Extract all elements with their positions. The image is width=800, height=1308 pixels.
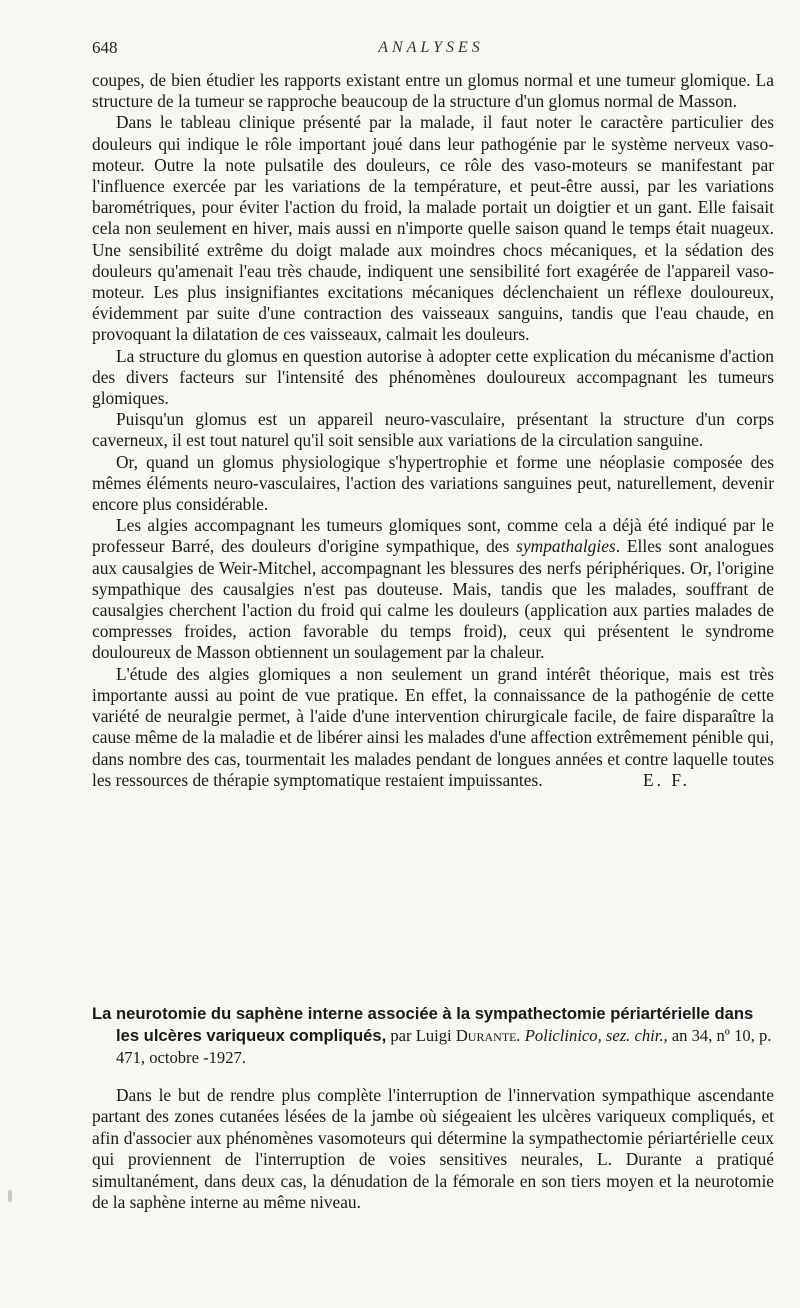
paragraph-6 — [92, 515, 774, 663]
article-heading — [92, 1003, 774, 1069]
paragraph-7-text: L'étude des algies glomiques a non seulement un grand intérêt théorique, mais est très importante aussi au point de vue pratique. En effet, la connaissance de la pathogénie de cette variété de neuralgie permet, à l'aide d'une intervention chirurgicale facile, de faire disparaître la cause même de la maladie et de libérer ainsi les malades d'une affection extrêmement pénible qui, dans nombre des cas, tourmentait les malades pendant de longues années et contre laquelle toutes les ressources de thérapie symptomatique restaient impuissantes. — [92, 663, 774, 790]
paragraph-6-italic-term: sympathalgies — [516, 536, 616, 557]
paragraph-6-text-a: Les algies accompagnant les tumeurs glomiques sont, comme cela a déjà été indiqué par le professeur Barré, des douleurs d'origine sympathique, des — [92, 515, 774, 557]
running-head — [92, 38, 770, 62]
second-article — [92, 1003, 774, 1213]
paragraph-5: Or, quand un glomus physiologique s'hypertrophie et forme une néoplasie composée des mêmes éléments neuro-vasculaires, l'action des variations sanguines peut, naturellement, devenir encore plus considérable. — [92, 451, 774, 515]
reviewer-signature: E. F. — [643, 769, 690, 790]
paragraph-3: La structure du glomus en question autorise à adopter cette explication du mécanisme d'action des divers facteurs sur l'intensité des phénomènes douloureux accompagnant les tumeurs glomiques. — [92, 345, 774, 409]
paragraph-6-text-b: . Elles sont analogues aux causalgies de Weir-Mitchel, accompagnant les blessures des nerfs périphériques. Or, l'origine sympathique des causalgies n'est pas douteuse. Mais, tandis que les malades, souffrant de causalgies cherchent l'action du froid qui calme les douleurs (application aux parties malades de compresses froides, action favorable du temps froid), ceux qui présentent le syndrome douloureux de Masson obtiennent un soulagement par la chaleur. — [92, 536, 774, 663]
paragraph-4: Puisqu'un glomus est un appareil neuro-vasculaire, présentant la structure d'un corps caverneux, il est tout naturel qu'il soit sensible aux variations de la circulation sanguine. — [92, 409, 774, 451]
paragraph-1: coupes, de bien étudier les rapports existant entre un glomus normal et une tumeur glomique. La structure de la tumeur se rapproche beaucoup de la structure d'un glomus normal de Masson. — [92, 70, 774, 112]
journal-name: . Policlinico, sez. chir., — [516, 1026, 668, 1045]
scan-mark — [8, 1190, 12, 1202]
article-title: La neurotomie du saphène interne associée à la sympathectomie périartérielle dans les ulcères variqueux compliqués, — [92, 1004, 754, 1045]
paragraph-2: Dans le tableau clinique présenté par la malade, il faut noter le caractère particulier des douleurs qui indique le rôle important joué dans leur pathogénie par le système nerveux vaso-moteur. Outre la note pulsatile des douleurs, ce rôle des vaso-moteurs se manifestant par l'influence exercée par les variations de la température, et peut-être aussi, par les variations barométriques, pour éviter l'action du froid, la malade portait un doigtier et un gant. Elle faisait cela non seulement en hiver, mais aussi en n'importe quelle saison quand le temps était nuageux. Une sensibilité extrême du doigt malade aux moindres chocs mécaniques, et la sédation des douleurs qu'amenait l'eau très chaude, indiquent une sensibilité fort exagérée de l'appareil vaso-moteur. Les plus insignifiantes excitations mécaniques déclenchaient un réflexe douloureux, évidemment par suite d'une contraction des vaisseaux sanguins, tandis que l'eau chaude, en provoquant la dilatation de ces vaisseaux, calmait les douleurs. — [92, 112, 774, 345]
running-title: ANALYSES — [378, 39, 484, 56]
citation-details: an 34, nº 10, p. 471, octobre -1927. — [116, 1026, 772, 1067]
author-prefix: par Luigi — [386, 1026, 456, 1045]
author-name: Durante — [455, 1026, 517, 1045]
paragraph-7 — [92, 664, 774, 791]
article-abstract: Dans le but de rendre plus complète l'interruption de l'innervation sympathique ascendante partant des zones cutanées lésées de la jambe où siégeaient les ulcères variqueux compliqués, et afin d'associer aux phénomènes vasomoteurs qui détermine la sympathectomie périartérielle ceux qui proviennent de l'interruption de voies sensitives neurales, L. Durante a pratiqué simultanément, dans deux cas, la dénudation de la fémorale en son tiers moyen et la neurotomie de la saphène interne au même niveau. — [92, 1085, 774, 1213]
page-number: 648 — [92, 38, 118, 57]
article-review-continuation — [92, 70, 774, 791]
